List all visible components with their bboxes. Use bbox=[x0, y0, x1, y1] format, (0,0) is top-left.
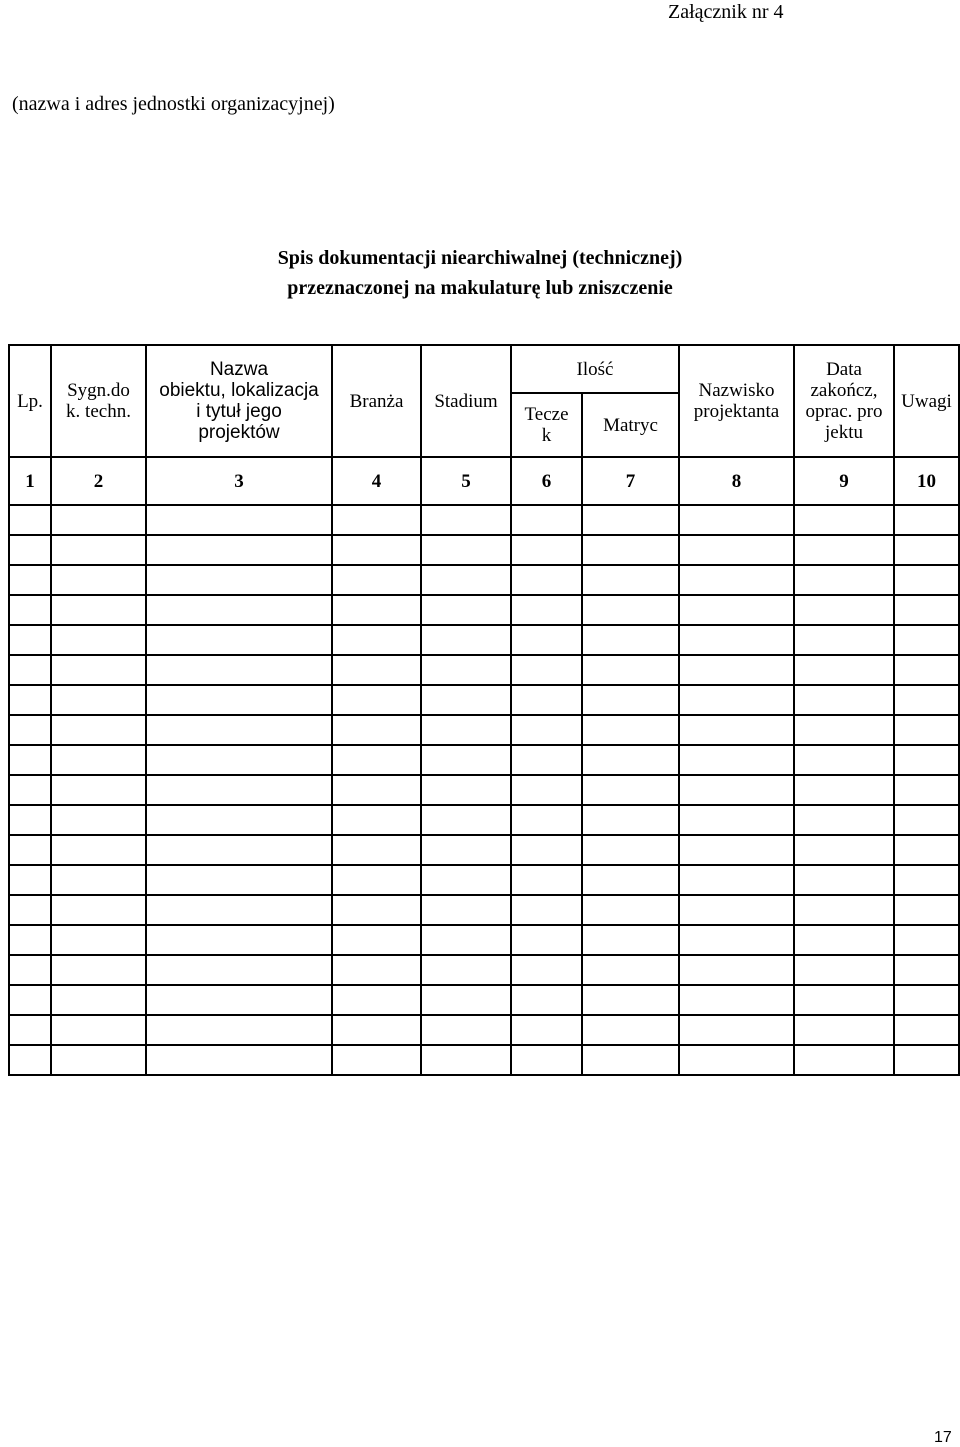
column-number: 2 bbox=[51, 457, 146, 505]
title-line-1: Spis dokumentacji niearchiwalnej (technicznej) bbox=[277, 247, 683, 269]
table-cell bbox=[894, 745, 959, 775]
table-cell bbox=[9, 1045, 51, 1075]
table-cell bbox=[794, 625, 894, 655]
table-cell bbox=[421, 955, 511, 985]
column-number: 5 bbox=[421, 457, 511, 505]
table-cell bbox=[421, 685, 511, 715]
table-cell bbox=[679, 955, 794, 985]
table-cell bbox=[582, 985, 679, 1015]
table-cell bbox=[146, 775, 332, 805]
table-cell bbox=[794, 565, 894, 595]
table-cell bbox=[51, 715, 146, 745]
table-row bbox=[9, 925, 959, 955]
header-data-line: Data bbox=[826, 359, 862, 380]
table-cell bbox=[421, 775, 511, 805]
table-cell bbox=[146, 625, 332, 655]
attachment-label: Załącznik nr 4 bbox=[668, 1, 784, 23]
table-cell bbox=[332, 625, 421, 655]
table-cell bbox=[794, 595, 894, 625]
document-title bbox=[0, 243, 960, 303]
table-cell bbox=[582, 715, 679, 745]
table-cell bbox=[9, 625, 51, 655]
table-cell bbox=[9, 655, 51, 685]
table-cell bbox=[894, 1045, 959, 1075]
table-row bbox=[9, 985, 959, 1015]
table-cell bbox=[51, 505, 146, 535]
table-cell bbox=[679, 1045, 794, 1075]
table-cell bbox=[511, 685, 582, 715]
table-cell bbox=[511, 505, 582, 535]
table-row bbox=[9, 1045, 959, 1075]
table-cell bbox=[9, 805, 51, 835]
table-cell bbox=[421, 925, 511, 955]
column-number: 4 bbox=[332, 457, 421, 505]
table-cell bbox=[9, 895, 51, 925]
table-cell bbox=[511, 535, 582, 565]
table-cell bbox=[332, 865, 421, 895]
table-cell bbox=[511, 715, 582, 745]
table-cell bbox=[511, 865, 582, 895]
header-stadium: Stadium bbox=[421, 345, 511, 457]
table-row bbox=[9, 805, 959, 835]
header-teczek-line: k bbox=[541, 425, 552, 446]
header-lp: Lp. bbox=[9, 345, 51, 457]
table-row bbox=[9, 535, 959, 565]
table-cell bbox=[51, 925, 146, 955]
table-cell bbox=[794, 535, 894, 565]
table-cell bbox=[146, 595, 332, 625]
table-row bbox=[9, 685, 959, 715]
table-cell bbox=[51, 595, 146, 625]
table-cell bbox=[582, 625, 679, 655]
table-cell bbox=[894, 955, 959, 985]
table-cell bbox=[794, 745, 894, 775]
table-cell bbox=[679, 685, 794, 715]
table-cell bbox=[679, 655, 794, 685]
table-cell bbox=[421, 655, 511, 685]
table-cell bbox=[51, 985, 146, 1015]
table-cell bbox=[51, 895, 146, 925]
organization-placeholder: (nazwa i adres jednostki organizacyjnej) bbox=[12, 93, 335, 115]
table-row bbox=[9, 715, 959, 745]
table-cell bbox=[894, 535, 959, 565]
table-cell bbox=[679, 565, 794, 595]
table-cell bbox=[679, 805, 794, 835]
table-cell bbox=[421, 895, 511, 925]
table-row bbox=[9, 1015, 959, 1045]
table-cell bbox=[421, 565, 511, 595]
table-cell bbox=[146, 805, 332, 835]
table-cell bbox=[51, 865, 146, 895]
table-cell bbox=[332, 655, 421, 685]
table-cell bbox=[511, 805, 582, 835]
header-data-line: jektu bbox=[825, 422, 863, 443]
table-cell bbox=[794, 955, 894, 985]
header-sygn-line: Sygn.do bbox=[67, 380, 130, 401]
table-cell bbox=[582, 895, 679, 925]
table-cell bbox=[9, 775, 51, 805]
table-cell bbox=[51, 655, 146, 685]
table-cell bbox=[146, 955, 332, 985]
table-cell bbox=[51, 805, 146, 835]
table-row bbox=[9, 595, 959, 625]
header-nazwisko-line: Nazwisko bbox=[698, 380, 775, 401]
table-cell bbox=[421, 595, 511, 625]
table-cell bbox=[582, 685, 679, 715]
table-cell bbox=[421, 835, 511, 865]
table-cell bbox=[511, 565, 582, 595]
table-cell bbox=[9, 715, 51, 745]
table-cell bbox=[894, 625, 959, 655]
table-cell bbox=[582, 595, 679, 625]
table-cell bbox=[679, 775, 794, 805]
table-cell bbox=[146, 985, 332, 1015]
table-cell bbox=[894, 505, 959, 535]
header-teczek bbox=[511, 393, 582, 457]
table-cell bbox=[9, 685, 51, 715]
table-cell bbox=[511, 595, 582, 625]
table-cell bbox=[421, 745, 511, 775]
table-cell bbox=[679, 895, 794, 925]
column-number: 3 bbox=[146, 457, 332, 505]
table-cell bbox=[9, 955, 51, 985]
table-cell bbox=[51, 535, 146, 565]
header-data bbox=[794, 345, 894, 457]
table-cell bbox=[332, 1015, 421, 1045]
table-row bbox=[9, 565, 959, 595]
table-cell bbox=[794, 805, 894, 835]
column-number: 8 bbox=[679, 457, 794, 505]
column-number-row bbox=[9, 457, 959, 505]
table-cell bbox=[582, 865, 679, 895]
table-cell bbox=[582, 1045, 679, 1075]
table-cell bbox=[332, 775, 421, 805]
header-row bbox=[9, 345, 959, 393]
header-nazwa bbox=[146, 345, 332, 457]
table-cell bbox=[51, 775, 146, 805]
table-cell bbox=[894, 1015, 959, 1045]
table-cell bbox=[146, 835, 332, 865]
table-row bbox=[9, 955, 959, 985]
table-cell bbox=[332, 595, 421, 625]
table-cell bbox=[51, 955, 146, 985]
table-cell bbox=[51, 1045, 146, 1075]
table-cell bbox=[146, 565, 332, 595]
table-cell bbox=[582, 775, 679, 805]
table-cell bbox=[894, 985, 959, 1015]
table-cell bbox=[582, 655, 679, 685]
table-cell bbox=[582, 955, 679, 985]
header-nazwa-line: i tytuł jego bbox=[196, 401, 282, 422]
table-cell bbox=[9, 745, 51, 775]
table-cell bbox=[332, 835, 421, 865]
table-cell bbox=[51, 745, 146, 775]
table-cell bbox=[9, 925, 51, 955]
table-cell bbox=[51, 835, 146, 865]
table-cell bbox=[794, 775, 894, 805]
table-cell bbox=[794, 835, 894, 865]
table-cell bbox=[511, 1045, 582, 1075]
table-cell bbox=[421, 865, 511, 895]
header-data-line: oprac. pro bbox=[805, 401, 883, 422]
table-cell bbox=[679, 835, 794, 865]
table-cell bbox=[9, 565, 51, 595]
table-cell bbox=[894, 865, 959, 895]
table-cell bbox=[794, 1045, 894, 1075]
table-cell bbox=[582, 925, 679, 955]
table-cell bbox=[332, 505, 421, 535]
table-cell bbox=[679, 505, 794, 535]
table-cell bbox=[51, 625, 146, 655]
table-cell bbox=[582, 565, 679, 595]
table-cell bbox=[511, 835, 582, 865]
table-cell bbox=[679, 625, 794, 655]
table-cell bbox=[679, 745, 794, 775]
header-nazwa-line: Nazwa bbox=[209, 359, 269, 380]
table-cell bbox=[894, 655, 959, 685]
table-cell bbox=[146, 1015, 332, 1045]
table-cell bbox=[679, 925, 794, 955]
table-cell bbox=[421, 985, 511, 1015]
column-number: 7 bbox=[582, 457, 679, 505]
table-cell bbox=[146, 655, 332, 685]
table-cell bbox=[332, 535, 421, 565]
table-cell bbox=[9, 985, 51, 1015]
table-cell bbox=[794, 1015, 894, 1045]
table-cell bbox=[421, 715, 511, 745]
table-cell bbox=[894, 595, 959, 625]
table-cell bbox=[9, 505, 51, 535]
table-cell bbox=[582, 745, 679, 775]
table-cell bbox=[794, 895, 894, 925]
register-table bbox=[8, 344, 960, 1076]
table-cell bbox=[794, 925, 894, 955]
table-cell bbox=[511, 745, 582, 775]
table-cell bbox=[511, 955, 582, 985]
header-branza: Branża bbox=[332, 345, 421, 457]
table-cell bbox=[679, 865, 794, 895]
table-row bbox=[9, 835, 959, 865]
table-cell bbox=[146, 865, 332, 895]
table-cell bbox=[894, 895, 959, 925]
table-row bbox=[9, 505, 959, 535]
table-cell bbox=[332, 925, 421, 955]
table-cell bbox=[679, 715, 794, 745]
table-cell bbox=[511, 925, 582, 955]
table-cell bbox=[794, 505, 894, 535]
table-cell bbox=[9, 535, 51, 565]
table-cell bbox=[679, 595, 794, 625]
table-row bbox=[9, 625, 959, 655]
table-cell bbox=[511, 655, 582, 685]
table-cell bbox=[51, 565, 146, 595]
table-cell bbox=[146, 505, 332, 535]
table-cell bbox=[332, 805, 421, 835]
table-cell bbox=[511, 895, 582, 925]
table-cell bbox=[9, 865, 51, 895]
header-sygn bbox=[51, 345, 146, 457]
table-cell bbox=[511, 985, 582, 1015]
header-nazwa-line: projektów bbox=[198, 422, 280, 443]
table-cell bbox=[894, 565, 959, 595]
table-cell bbox=[421, 535, 511, 565]
table-row bbox=[9, 655, 959, 685]
table-cell bbox=[794, 685, 894, 715]
table-cell bbox=[9, 835, 51, 865]
table-cell bbox=[146, 925, 332, 955]
header-nazwisko bbox=[679, 345, 794, 457]
header-data-line: zakończ, bbox=[810, 380, 878, 401]
table-cell bbox=[582, 805, 679, 835]
column-number: 1 bbox=[9, 457, 51, 505]
table-cell bbox=[894, 715, 959, 745]
table-cell bbox=[511, 1015, 582, 1045]
table-cell bbox=[332, 745, 421, 775]
header-nazwa-line: obiektu, lokalizacja bbox=[159, 380, 319, 401]
table-cell bbox=[894, 835, 959, 865]
table-row bbox=[9, 865, 959, 895]
table-cell bbox=[332, 985, 421, 1015]
column-number: 9 bbox=[794, 457, 894, 505]
table-cell bbox=[146, 715, 332, 745]
table-cell bbox=[511, 775, 582, 805]
table-cell bbox=[582, 1015, 679, 1045]
table-cell bbox=[421, 625, 511, 655]
table-cell bbox=[146, 895, 332, 925]
table-cell bbox=[332, 895, 421, 925]
table-cell bbox=[894, 925, 959, 955]
table-cell bbox=[679, 1015, 794, 1045]
table-cell bbox=[332, 715, 421, 745]
table-cell bbox=[894, 805, 959, 835]
table-cell bbox=[146, 685, 332, 715]
header-sygn-line: k. techn. bbox=[66, 401, 131, 422]
table-cell bbox=[332, 1045, 421, 1075]
column-number: 10 bbox=[894, 457, 959, 505]
table-cell bbox=[421, 505, 511, 535]
table-cell bbox=[894, 775, 959, 805]
table-row bbox=[9, 775, 959, 805]
header-teczek-line: Tecze bbox=[524, 404, 569, 425]
page-number: 17 bbox=[934, 1429, 952, 1446]
table-cell bbox=[9, 1015, 51, 1045]
table-cell bbox=[332, 685, 421, 715]
column-number: 6 bbox=[511, 457, 582, 505]
table-cell bbox=[679, 985, 794, 1015]
title-line-2: przeznaczonej na makulaturę lub zniszczenie bbox=[287, 277, 673, 299]
table-cell bbox=[511, 625, 582, 655]
table-row bbox=[9, 895, 959, 925]
table-cell bbox=[421, 1015, 511, 1045]
table-cell bbox=[146, 745, 332, 775]
table-cell bbox=[794, 865, 894, 895]
table-cell bbox=[679, 535, 794, 565]
table-cell bbox=[582, 505, 679, 535]
header-nazwisko-line: projektanta bbox=[693, 401, 780, 422]
header-matryc: Matryc bbox=[582, 393, 679, 457]
table-cell bbox=[794, 985, 894, 1015]
table-cell bbox=[9, 595, 51, 625]
table-cell bbox=[51, 685, 146, 715]
table-cell bbox=[894, 685, 959, 715]
table-cell bbox=[421, 805, 511, 835]
table-cell bbox=[794, 715, 894, 745]
table-cell bbox=[332, 565, 421, 595]
table-cell bbox=[146, 1045, 332, 1075]
table-row bbox=[9, 745, 959, 775]
header-ilosc: Ilość bbox=[511, 345, 679, 393]
table-cell bbox=[794, 655, 894, 685]
table-cell bbox=[421, 1045, 511, 1075]
table-cell bbox=[146, 535, 332, 565]
header-uwagi: Uwagi bbox=[894, 345, 959, 457]
table-cell bbox=[582, 835, 679, 865]
table-cell bbox=[582, 535, 679, 565]
table-cell bbox=[332, 955, 421, 985]
table-cell bbox=[51, 1015, 146, 1045]
